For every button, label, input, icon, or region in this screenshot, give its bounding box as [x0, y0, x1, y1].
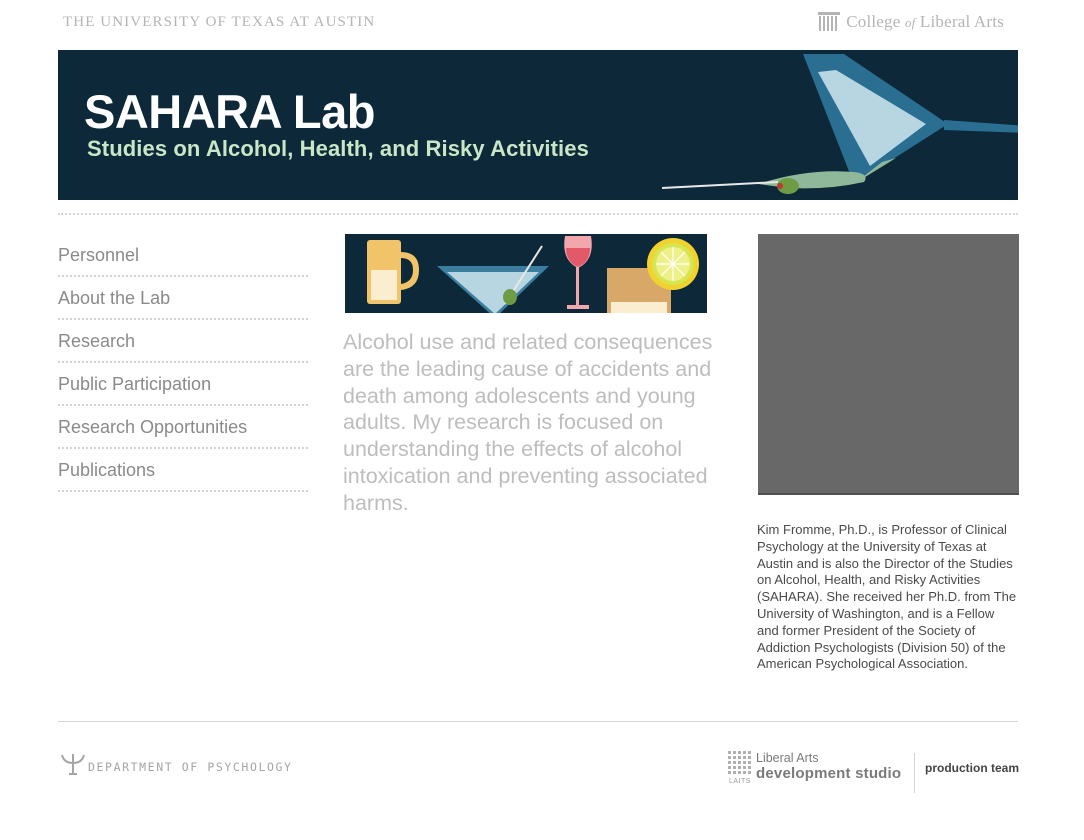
nav-item-public-participation[interactable]: Public Participation [58, 363, 308, 406]
laits-grid-icon [728, 751, 752, 778]
department-psychology-link[interactable] [60, 753, 293, 775]
psi-icon [60, 753, 86, 775]
nav-item-research[interactable]: Research [58, 320, 308, 363]
department-name: DEPARTMENT OF PSYCHOLOGY [88, 760, 293, 774]
production-team-link[interactable]: production team [925, 761, 1020, 775]
footer-separator [914, 753, 915, 793]
footer-divider [58, 721, 1018, 722]
photo-bottom-edge [758, 493, 1019, 495]
studio-line-1: Liberal Arts [756, 751, 819, 765]
nav-item-personnel[interactable]: Personnel [58, 234, 308, 277]
intro-text: Alcohol use and related consequences are the leading cause of accidents and death among adolescents and young adults. My research is focused on understanding the effects of alcohol intoxication and preventing associated harms. [343, 330, 713, 515]
laits-logo [728, 751, 758, 785]
laits-label: LAITS [729, 778, 751, 785]
drinks-illustration [345, 234, 707, 313]
college-suffix: Liberal Arts [919, 12, 1004, 31]
site-title[interactable]: SAHARA Lab [84, 85, 375, 138]
ut-austin-link[interactable]: THE UNIVERSITY OF TEXAS AT AUSTIN [63, 14, 376, 30]
site-subtitle: Studies on Alcohol, Health, and Risky Activities [87, 136, 589, 161]
nav-item-publications[interactable]: Publications [58, 449, 308, 492]
columns-icon [818, 12, 840, 32]
header-divider [58, 213, 1018, 215]
college-prefix: College [846, 12, 901, 31]
main-nav [58, 234, 308, 492]
nav-item-research-opportunities[interactable]: Research Opportunities [58, 406, 308, 449]
college-liberal-arts-link[interactable] [818, 11, 1004, 33]
studio-line-2: development studio [756, 765, 902, 782]
development-studio-link[interactable] [756, 752, 901, 782]
college-of: of [904, 15, 916, 30]
nav-item-about-the-lab[interactable]: About the Lab [58, 277, 308, 320]
portrait-photo [758, 234, 1019, 495]
college-name [846, 12, 1004, 32]
martini-glass-illustration [658, 50, 1018, 200]
bio-text: Kim Fromme, Ph.D., is Professor of Clinical Psychology at the University of Texas at Austin and is also the Director of the Studies on Alcohol, Health, and Risky Activities (SAHARA). She received her Ph.D. from The University of Washington, and is a Fellow and former President of the Society of Addiction Psychologists (Division 50) of the American Psychological Association. [757, 522, 1017, 672]
site-banner [58, 50, 1018, 200]
